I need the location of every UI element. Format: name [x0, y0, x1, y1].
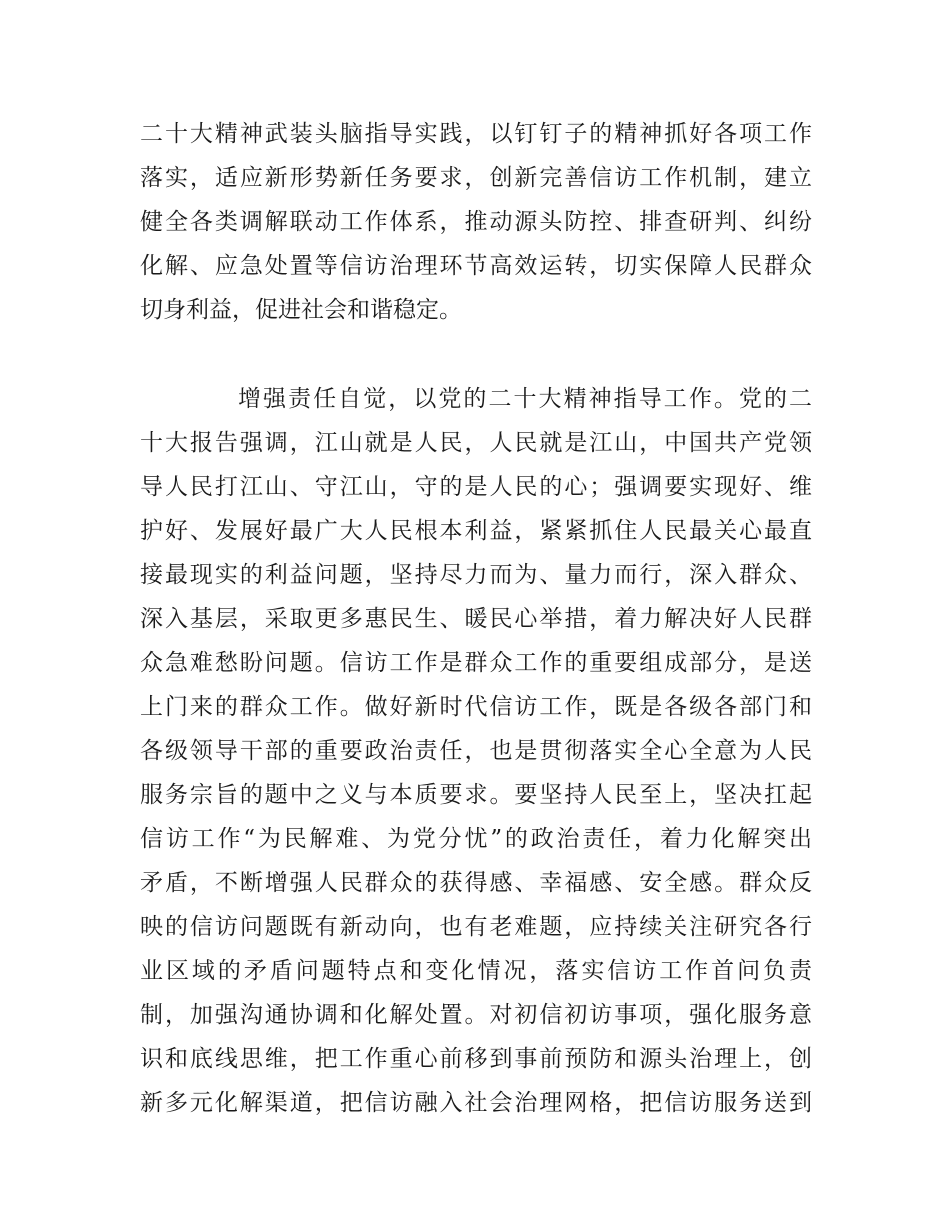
paragraph-line: 矛盾，不断增强人民群众的获得感、幸福感、安全感。群众反 — [140, 870, 812, 896]
paragraph-line: 深入基层，采取更多惠民生、暖民心举措，着力解决好人民群 — [140, 606, 812, 632]
paragraph-line: 各级领导干部的重要政治责任，也是贯彻落实全心全意为人民 — [140, 738, 812, 764]
paragraph-line: 化解、应急处置等信访治理环节高效运转，切实保障人民群众 — [140, 253, 812, 279]
paragraph-line: 健全各类调解联动工作体系，推动源头防控、排查研判、纠纷 — [140, 209, 812, 235]
paragraph-line: 护好、发展好最广大人民根本利益，紧紧抓住人民最关心最直 — [140, 518, 812, 544]
paragraph-line: 信访工作“为民解难、为党分忧”的政治责任，着力化解突出 — [140, 826, 812, 852]
paragraph-line: 识和底线思维，把工作重心前移到事前预防和源头治理上，创 — [140, 1046, 812, 1072]
paragraph-line: 接最现实的利益问题，坚持尽力而为、量力而行，深入群众、 — [140, 562, 812, 588]
paragraph-line: 业区域的矛盾问题特点和变化情况，落实信访工作首问负责 — [140, 958, 812, 984]
paragraph-line: 落实，适应新形势新任务要求，创新完善信访工作机制，建立 — [140, 165, 812, 191]
paragraph-line: 二十大精神武装头脑指导实践，以钉钉子的精神抓好各项工作 — [140, 121, 812, 147]
paragraph-line: 众急难愁盼问题。信访工作是群众工作的重要组成部分，是送 — [140, 650, 812, 676]
paragraph-first-line: 增强责任自觉，以党的二十大精神指导工作。党的二 — [238, 386, 812, 412]
paragraph-line: 新多元化解渠道，把信访融入社会治理网格，把信访服务送到 — [140, 1090, 812, 1116]
paragraph-line: 映的信访问题既有新动向，也有老难题，应持续关注研究各行 — [140, 914, 812, 940]
paragraph-line: 制，加强沟通协调和化解处置。对初信初访事项，强化服务意 — [140, 1002, 812, 1028]
paragraph-line: 服务宗旨的题中之义与本质要求。要坚持人民至上，坚决扛起 — [140, 782, 812, 808]
paragraph-line: 切身利益，促进社会和谐稳定。 — [140, 297, 462, 323]
paragraph-line: 十大报告强调，江山就是人民，人民就是江山，中国共产党领 — [140, 430, 812, 456]
paragraph-line: 上门来的群众工作。做好新时代信访工作，既是各级各部门和 — [140, 694, 812, 720]
paragraph-line: 导人民打江山、守江山，守的是人民的心；强调要实现好、维 — [140, 474, 812, 500]
